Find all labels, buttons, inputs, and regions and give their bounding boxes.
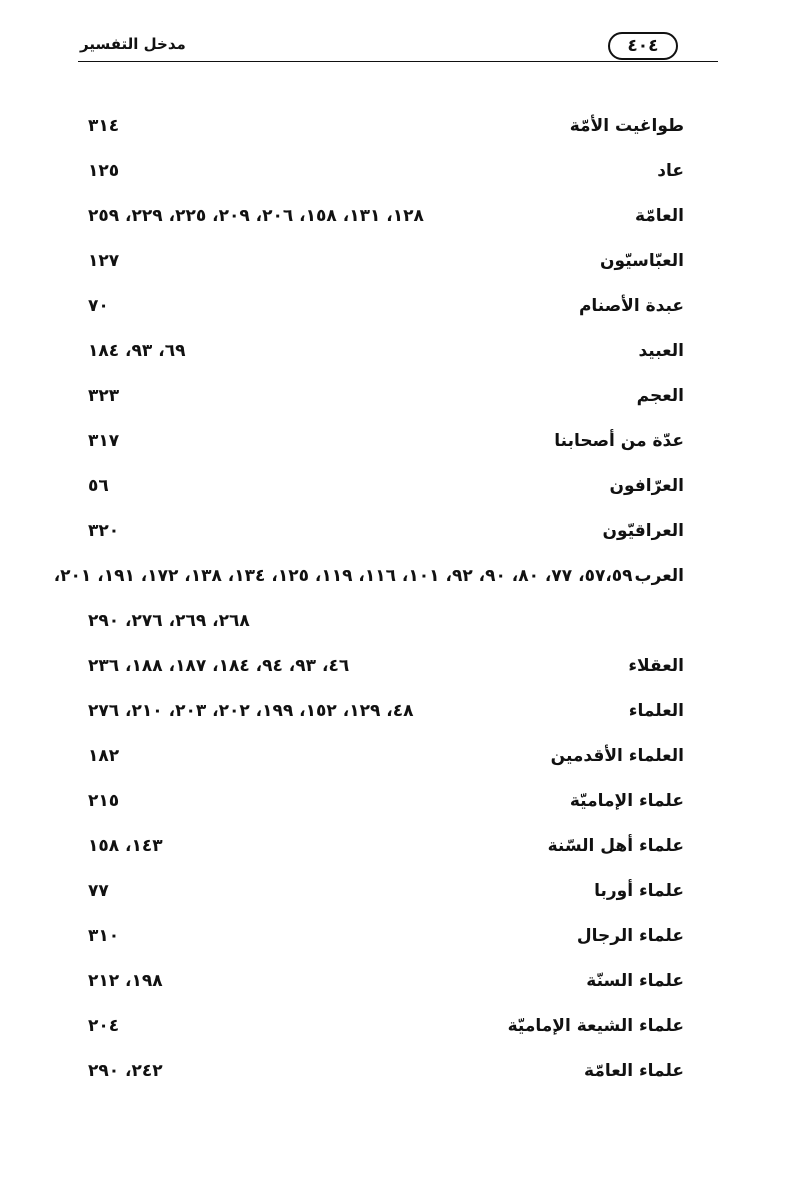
page-number: ٤٠٤ (608, 32, 678, 60)
index-entry (88, 916, 684, 961)
header-rule (78, 61, 718, 62)
index-entry (88, 196, 684, 241)
index-entry-line (53, 566, 684, 586)
index-pages: ٣١٠ (88, 926, 120, 946)
index-entry (88, 961, 684, 1006)
index-entry (88, 466, 684, 511)
index-term: عاد (657, 161, 684, 181)
index-entry (88, 691, 684, 736)
index-term: العقلاء (628, 656, 684, 676)
index-pages: ٤٨، ١٢٩، ١٥٢، ١٩٩، ٢٠٢، ٢٠٣، ٢١٠، ٢٧٦ (88, 701, 414, 721)
index-pages: ١٢٨، ١٣١، ١٥٨، ٢٠٦، ٢٠٩، ٢٢٥، ٢٢٩، ٢٥٩ (88, 206, 424, 226)
index-pages: ١٨٢ (88, 746, 120, 766)
index-entry (88, 511, 684, 556)
index-pages-continued: ٢٦٨، ٢٦٩، ٢٧٦، ٢٩٠ (88, 611, 250, 631)
index-term: عدّة من أصحابنا (554, 431, 684, 451)
index-term: العامّة (634, 206, 684, 226)
index-term: علماء العامّة (584, 1061, 684, 1081)
index-pages: ٣١٤ (88, 116, 120, 136)
index-term: علماء أهل السّنة (547, 836, 684, 856)
index-entry (88, 151, 684, 196)
index-entry (88, 241, 684, 286)
index-entry (88, 106, 684, 151)
index-term: علماء أوربا (594, 881, 684, 901)
index-pages: ١٤٣، ١٥٨ (88, 836, 163, 856)
index-term: العراقيّون (602, 521, 684, 541)
index-term: علماء الرجال (576, 926, 684, 946)
index-term: علماء السنّة (586, 971, 684, 991)
index-pages: ١٢٥ (88, 161, 120, 181)
index-pages: ٥٧،٥٩، ٧٧، ٨٠، ٩٠، ٩٢، ١٠١، ١١٦، ١١٩، ١٢٥، ١٣٤، ١٣٨، ١٧٢، ١٩١، ٢٠١، (53, 566, 633, 586)
index-term: علماء الإماميّة (569, 791, 684, 811)
index-pages: ٣٢٣ (88, 386, 120, 406)
index-pages: ٢٠٤ (88, 1016, 120, 1036)
index-pages: ٧٧ (88, 881, 109, 901)
index-pages: ٥٦ (88, 476, 109, 496)
index-term: طواغيت الأمّة (569, 116, 684, 136)
index-pages: ٧٠ (88, 296, 109, 316)
index-pages: ٢٤٢، ٢٩٠ (88, 1061, 163, 1081)
index-entry (88, 736, 684, 781)
index-term: العجم (636, 386, 684, 406)
index-term: عبدة الأصنام (578, 296, 684, 316)
index-pages: ١٩٨، ٢١٢ (88, 971, 163, 991)
index-entry (88, 376, 684, 421)
index-pages: ٢١٥ (88, 791, 120, 811)
index-entry (88, 1051, 684, 1096)
index-term: العبّاسيّون (600, 251, 684, 271)
index-pages: ٤٦، ٩٣، ٩٤، ١٨٤، ١٨٧، ١٨٨، ٢٣٦ (88, 656, 350, 676)
index-pages: ٣٢٠ (88, 521, 120, 541)
page-header (78, 30, 718, 66)
index-list (53, 106, 684, 1096)
index-term: العرّافون (609, 476, 684, 496)
index-term: العبيد (638, 341, 684, 361)
index-pages: ١٢٧ (88, 251, 120, 271)
index-entry (88, 826, 684, 871)
index-term: علماء الشيعة الإماميّة (507, 1016, 684, 1036)
index-pages: ٦٩، ٩٣، ١٨٤ (88, 341, 186, 361)
index-term: العلماء الأقدمين (550, 746, 684, 766)
index-term: العلماء (628, 701, 684, 721)
index-entry (88, 421, 684, 466)
index-entry (88, 1006, 684, 1051)
index-pages: ٣١٧ (88, 431, 120, 451)
index-term: العرب (634, 566, 684, 586)
index-entry (53, 556, 684, 646)
index-entry (88, 331, 684, 376)
index-entry (88, 286, 684, 331)
index-entry (88, 646, 684, 691)
index-entry (88, 781, 684, 826)
book-title: مدخل التفسير (80, 35, 186, 53)
index-entry (88, 871, 684, 916)
